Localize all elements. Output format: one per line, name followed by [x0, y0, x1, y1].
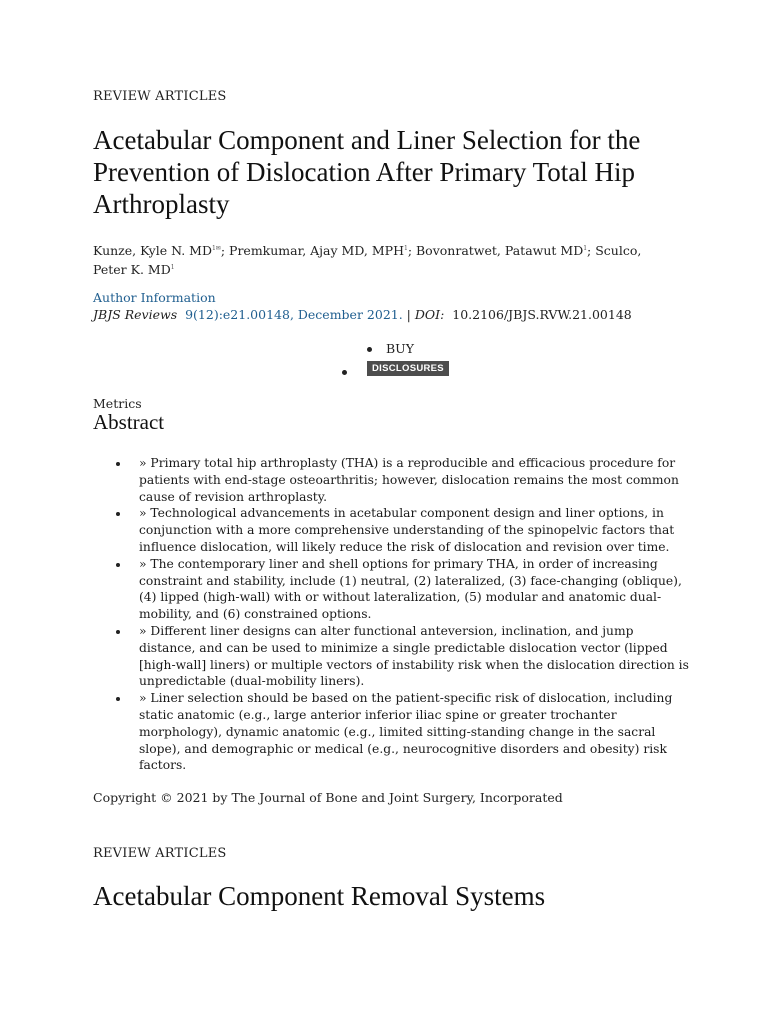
issue-link[interactable]: 9(12):e21.00148, December 2021.: [185, 307, 403, 322]
abstract-heading: Abstract: [93, 410, 165, 434]
bullet-icon: [116, 563, 120, 567]
disclosures-item: [342, 358, 449, 377]
article-title[interactable]: Acetabular Component and Liner Selection for the Prevention of Dislocation After Primary Total Hip Arthroplasty: [93, 125, 641, 219]
abstract-point-text: » The contemporary liner and shell options for primary THA, in order of increasing constraint and stability, include (1) neutral, (2) lateralized, (3) face-changing (oblique), (4) lipped (high-wall) with or without lateralization, (5) modular and anatomic dual-mobility, and (6) constrained options.: [139, 556, 682, 622]
author-information-link[interactable]: Author Information: [93, 290, 216, 305]
bullet-icon: [367, 347, 372, 352]
buy-link[interactable]: BUY: [386, 341, 414, 356]
abstract-point-text: » Different liner designs can alter functional anteversion, inclination, and jump distance, and can be used to minimize a single predictable dislocation vector (lipped [high-wall] liners) or multiple vectors of instability risk when the dislocation direction is unpredictable (dual-mobility liners).: [139, 623, 689, 689]
author-list: Kunze, Kyle N. $MD^{1✉}$; Premkumar, Ajay MD, MPH$^1$; Bovonratwet, Patawut $MD^1$; Sculco, Peter K. $MD^1$: [93, 243, 642, 278]
citation-line: [93, 307, 632, 322]
list-item: [93, 623, 693, 690]
buy-item: [367, 341, 414, 356]
metrics-label[interactable]: Metrics: [93, 396, 142, 411]
citation-separator: |: [402, 307, 415, 322]
abstract-point-text: » Technological advancements in acetabular component design and liner options, in conjunction with a more comprehensive understanding of the spinopelvic factors that influence dislocation, will likely reduce the risk of dislocation and revision over time.: [139, 506, 675, 554]
author-affiliation-marker: 1: [583, 245, 588, 252]
doi-value[interactable]: 10.2106/JBJS.RVW.21.00148: [452, 307, 632, 322]
bullet-icon: [116, 462, 120, 466]
author-name[interactable]: Bovonratwet, Patawut MD: [416, 243, 584, 259]
list-item: [93, 455, 693, 505]
list-item: [93, 505, 693, 555]
abstract-points: [93, 455, 693, 774]
author-name[interactable]: Sculco, Peter K. MD: [93, 243, 642, 278]
author-affiliation-marker: 1✉: [211, 245, 221, 252]
bullet-icon: [342, 370, 347, 375]
section-label: REVIEW ARTICLES: [93, 846, 227, 861]
section-label: REVIEW ARTICLES: [93, 89, 227, 104]
list-item: [93, 556, 693, 623]
abstract-point-text: » Primary total hip arthroplasty (THA) is a reproducible and efficacious procedure for patients with end-stage osteoarthritis; however, dislocation remains the most common cause of revision arthroplasty.: [139, 456, 679, 504]
list-item: [93, 690, 693, 774]
disclosures-button[interactable]: DISCLOSURES: [367, 361, 449, 376]
bullet-icon: [116, 697, 120, 701]
doi-label: DOI:: [414, 307, 445, 322]
bullet-icon: [116, 630, 120, 634]
journal-name: JBJS Reviews: [93, 307, 178, 322]
article-title[interactable]: Acetabular Component Removal Systems: [93, 881, 546, 911]
bullet-icon: [116, 512, 120, 516]
author-affiliation-marker: 1: [403, 245, 408, 252]
abstract-point-text: » Liner selection should be based on the patient-specific risk of dislocation, including static anatomic (e.g., large anterior inferior iliac spine or greater trochanter morphology), dynamic anatomic (e.g., limited sitting-standing change in the sacral slope), and demographic or medical (e.g., neurocognitive disorders and obesity) risk factors.: [139, 691, 673, 773]
copyright-notice: Copyright © 2021 by The Journal of Bone and Joint Surgery, Incorporated: [93, 790, 563, 805]
author-affiliation-marker: 1: [170, 264, 175, 272]
author-name[interactable]: Premkumar, Ajay MD, MPH: [229, 243, 404, 259]
author-name[interactable]: Kunze, Kyle N. MD: [93, 243, 212, 259]
